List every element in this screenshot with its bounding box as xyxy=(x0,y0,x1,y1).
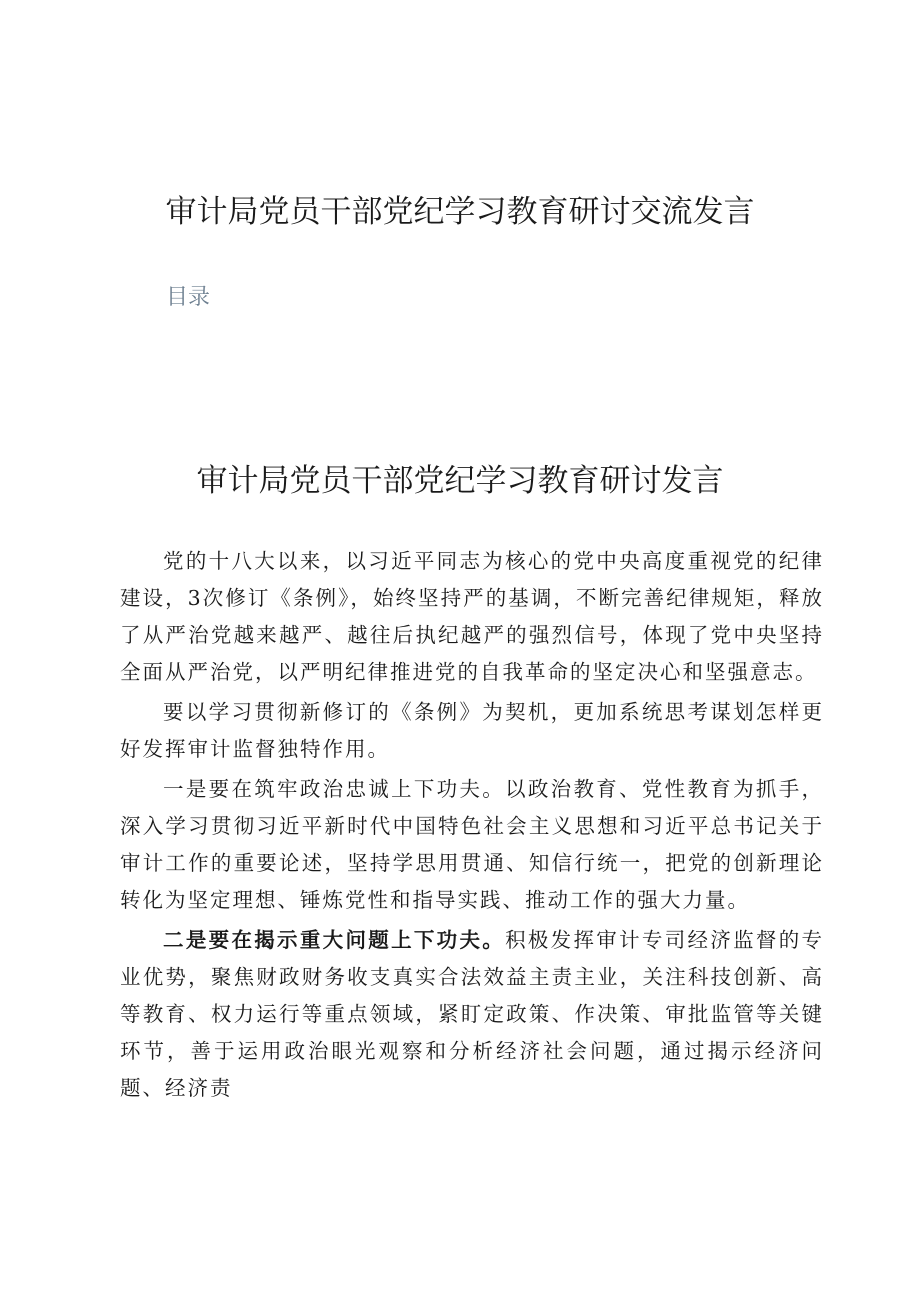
paragraph-3 xyxy=(120,771,824,919)
paragraph-lead: 二是要在揭示重大问题上下功夫。 xyxy=(163,928,506,952)
paragraph-text: 积极发挥审计专司经济监督的专业优势，聚焦财政财务收支真实合法效益主责主业，关注科技创新、高等教育、权力运行等重点领域，紧盯定政策、作决策、审批监管等关键环节，善于运用政治眼光观察和分析经济社会问题，通过揭示经济问题、经济责 xyxy=(120,928,825,1100)
paragraph-text: 要以学习贯彻新修订的《条例》为契机，更加系统思考谋划怎样更好发挥审计监督独特作用。 xyxy=(120,700,824,761)
toc-label[interactable]: 目录 xyxy=(166,285,211,310)
paragraph-text: 党的十八大以来，以习近平同志为核心的党中央高度重视党的纪律建设，3次修订《条例》，始终坚持严的基调，不断完善纪律规矩，释放了从严治党越来越严、越往后执纪越严的强烈信号，体现了党中央坚持全面从严治党，以严明纪律推进党的自我革命的坚定决心和坚强意志。 xyxy=(120,549,824,684)
paragraph-text: 一是要在筑牢政治忠诚上下功夫。以政治教育、党性教育为抓手，深入学习贯彻习近平新时代中国特色社会主义思想和习近平总书记关于审计工作的重要论述，坚持学思用贯通、知信行统一，把党的创新理论转化为坚定理想、锤炼党性和指导实践、推动工作的强大力量。 xyxy=(120,777,824,912)
paragraph-2 xyxy=(120,694,824,768)
document-title: 审计局党员干部党纪学习教育研讨交流发言 xyxy=(165,194,755,230)
paragraph-4 xyxy=(120,922,824,1107)
section-title: 审计局党员干部党纪学习教育研讨发言 xyxy=(196,463,724,499)
paragraph-1 xyxy=(120,543,824,691)
document-body xyxy=(120,543,824,1110)
